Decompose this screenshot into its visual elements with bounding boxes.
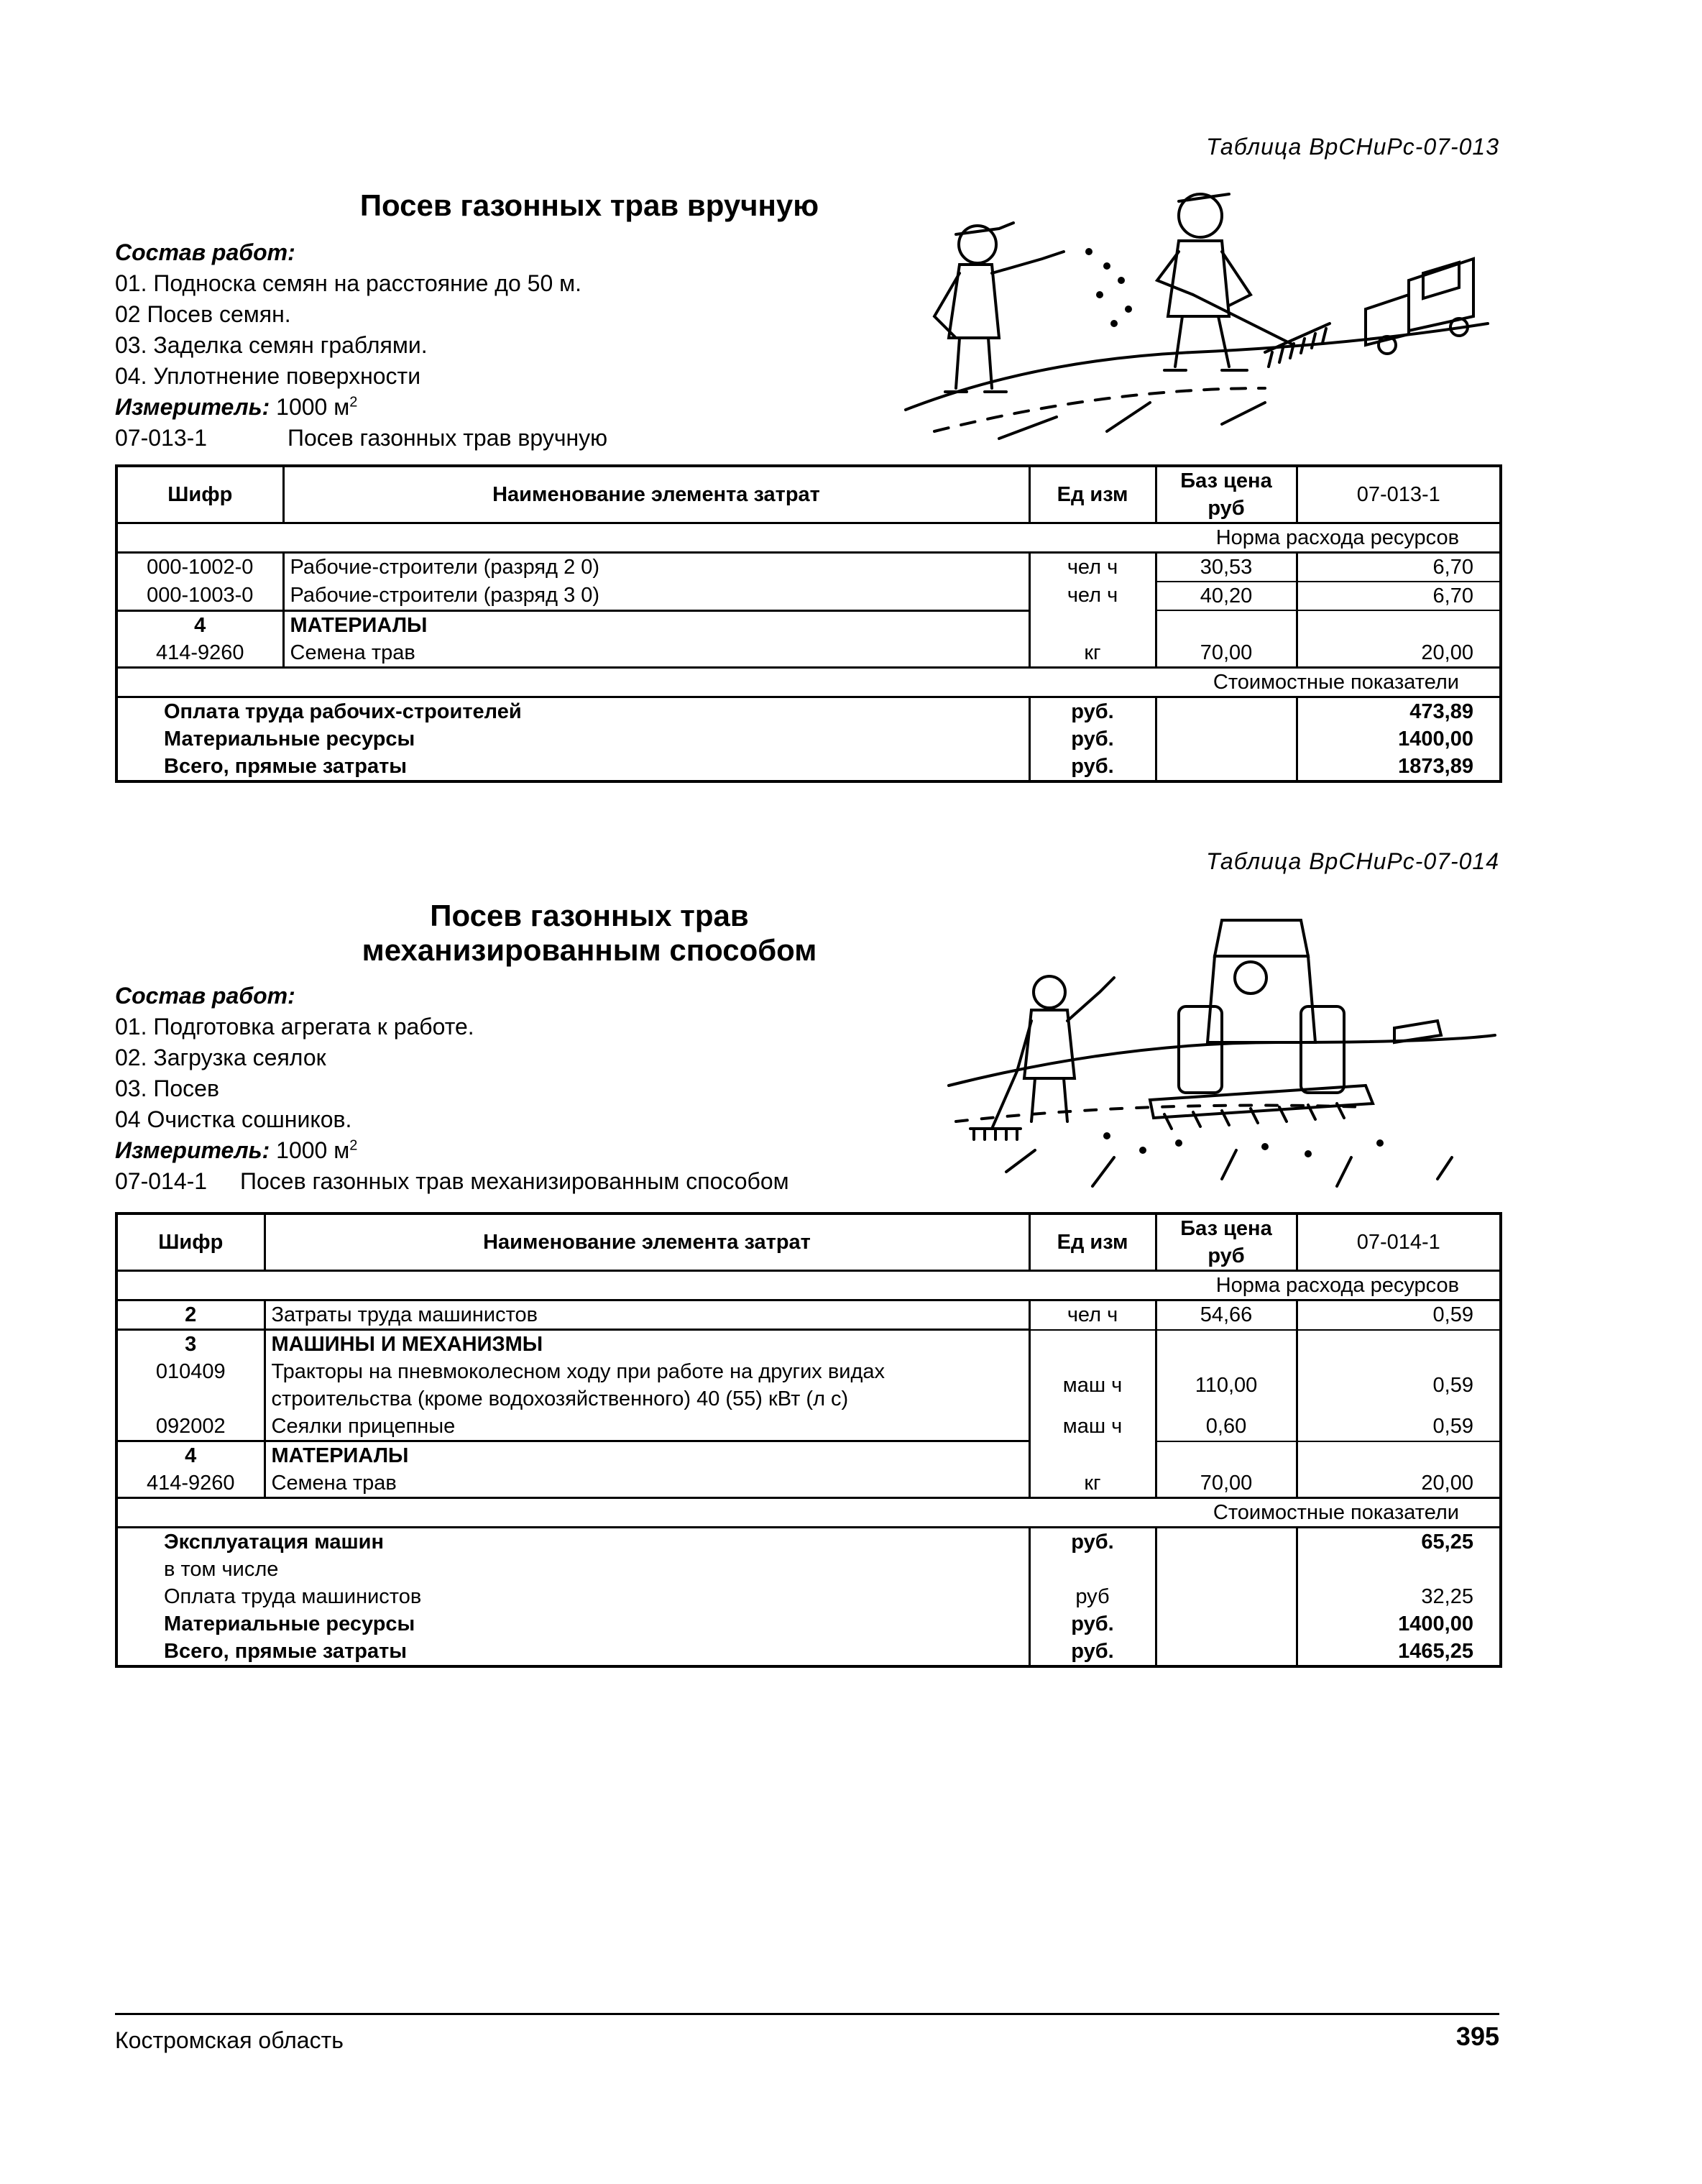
works-item: 01. Подноска семян на расстояние до 50 м. xyxy=(115,270,582,296)
cell-unit: кг xyxy=(1029,639,1156,668)
section-norm-row xyxy=(116,1271,1501,1300)
measure-value: 1000 м xyxy=(276,1137,350,1163)
works-block-07-014 xyxy=(115,981,1049,1197)
cell-price: 54,66 xyxy=(1156,1300,1297,1330)
code-line-name: Посев газонных трав вручную xyxy=(288,425,608,451)
code-line-code: 07-014-1 xyxy=(115,1168,208,1194)
summary-label: Эксплуатация машин xyxy=(116,1528,1029,1556)
summary-row xyxy=(116,697,1501,725)
works-heading: Состав работ: xyxy=(115,983,295,1009)
cell-name: Семена трав xyxy=(264,1469,1029,1498)
cell-code: 010409 xyxy=(116,1358,264,1413)
cell-unit: чел ч xyxy=(1029,553,1156,582)
cell-name: Рабочие-строители (разряд 2 0) xyxy=(283,553,1029,582)
cell-name: Рабочие-строители (разряд 3 0) xyxy=(283,582,1029,610)
table-header-row xyxy=(116,1213,1501,1271)
summary-label: Всего, прямые затраты xyxy=(116,753,1029,781)
summary-row xyxy=(116,1610,1501,1638)
section-title-line: Посев газонных трав вручную xyxy=(359,188,819,222)
works-heading: Состав работ: xyxy=(115,239,295,265)
section-norm-row xyxy=(116,523,1501,553)
summary-price xyxy=(1156,1583,1297,1610)
measure-sup: 2 xyxy=(349,394,358,410)
works-item: 04. Уплотнение поверхности xyxy=(115,363,421,389)
cell-value: 0,59 xyxy=(1297,1300,1501,1330)
norm-table-07-013 xyxy=(115,464,1502,783)
cell-value: 6,70 xyxy=(1297,553,1501,582)
table-row xyxy=(116,610,1501,639)
cell-value xyxy=(1297,1330,1501,1359)
summary-unit: руб. xyxy=(1029,1610,1156,1638)
summary-price xyxy=(1156,1556,1297,1583)
summary-label: Всего, прямые затраты xyxy=(116,1638,1029,1666)
summary-label: Материальные ресурсы xyxy=(116,725,1029,753)
header-price: Баз цена руб xyxy=(1156,1213,1297,1271)
works-item: 04 Очистка сошников. xyxy=(115,1106,352,1132)
header-code: Шифр xyxy=(116,1213,264,1271)
summary-value: 473,89 xyxy=(1409,699,1473,723)
cell-price: 70,00 xyxy=(1156,1469,1297,1498)
cell-name: Сеялки прицепные xyxy=(264,1413,1029,1441)
summary-row xyxy=(116,1556,1501,1583)
table-row xyxy=(116,1330,1501,1359)
works-item: 03. Заделка семян граблями. xyxy=(115,332,428,358)
norm-table-07-014 xyxy=(115,1212,1502,1668)
header-norm-code: 07-014-1 xyxy=(1297,1213,1501,1271)
summary-value: 1400,00 xyxy=(1398,1612,1473,1635)
summary-price xyxy=(1156,725,1297,753)
works-item: 02. Загрузка сеялок xyxy=(115,1045,326,1070)
cell-code: 000-1002-0 xyxy=(116,553,283,582)
cell-name: Семена трав xyxy=(283,639,1029,668)
cell-name: Затраты труда машинистов xyxy=(264,1300,1029,1330)
code-line-code: 07-013-1 xyxy=(115,425,208,451)
works-item: 03. Посев xyxy=(115,1075,219,1101)
cell-code: 4 xyxy=(116,610,283,639)
table-row xyxy=(116,1413,1501,1441)
cell-name: МАШИНЫ И МЕХАНИЗМЫ xyxy=(264,1330,1029,1359)
section-norm-label: Норма расхода ресурсов xyxy=(116,1271,1501,1300)
measure-value: 1000 м xyxy=(276,394,350,420)
code-line xyxy=(115,423,942,454)
cell-value: 0,59 xyxy=(1297,1413,1501,1441)
measure-sup: 2 xyxy=(349,1137,358,1154)
cell-price: 30,53 xyxy=(1156,553,1297,582)
code-line-name: Посев газонных трав механизированным способом xyxy=(240,1168,789,1194)
works-item: 01. Подготовка агрегата к работе. xyxy=(115,1014,474,1040)
summary-unit: руб xyxy=(1029,1583,1156,1610)
cell-value: 6,70 xyxy=(1297,582,1501,610)
cell-code: 000-1003-0 xyxy=(116,582,283,610)
summary-value: 1873,89 xyxy=(1398,754,1473,778)
summary-price xyxy=(1156,1610,1297,1638)
summary-unit: руб. xyxy=(1029,725,1156,753)
cell-price xyxy=(1156,610,1297,639)
summary-price xyxy=(1156,753,1297,781)
works-block-07-013 xyxy=(115,237,942,454)
summary-price xyxy=(1156,697,1297,725)
section-title-line: Посев газонных трав xyxy=(430,899,749,932)
code-line xyxy=(115,1166,1049,1197)
summary-value: 1400,00 xyxy=(1398,727,1473,751)
section-cost-row xyxy=(116,667,1501,697)
table-row xyxy=(116,582,1501,610)
summary-unit: руб. xyxy=(1029,1638,1156,1666)
summary-price xyxy=(1156,1528,1297,1556)
header-code: Шифр xyxy=(116,466,283,523)
cell-value xyxy=(1297,1441,1501,1470)
summary-row xyxy=(116,1638,1501,1666)
cell-unit xyxy=(1029,610,1156,639)
illustration-hand-sowing xyxy=(891,173,1502,446)
table-row xyxy=(116,1300,1501,1330)
section-title-line: механизированным способом xyxy=(362,933,817,967)
table-row xyxy=(116,1469,1501,1498)
table-ref-07-014: Таблица ВрСНиРс-07-014 xyxy=(1206,848,1499,874)
summary-row xyxy=(116,753,1501,781)
summary-price xyxy=(1156,1638,1297,1666)
table-ref-07-013: Таблица ВрСНиРс-07-013 xyxy=(1206,134,1499,160)
summary-unit: руб. xyxy=(1029,697,1156,725)
section-norm-label: Норма расхода ресурсов xyxy=(116,523,1501,553)
section-cost-label: Стоимостные показатели xyxy=(116,1498,1501,1528)
cell-value xyxy=(1297,610,1501,639)
works-item: 02 Посев семян. xyxy=(115,301,291,327)
table-row xyxy=(116,639,1501,668)
header-unit: Ед изм xyxy=(1029,1213,1156,1271)
section-cost-label: Стоимостные показатели xyxy=(116,667,1501,697)
cell-unit: кг xyxy=(1029,1469,1156,1498)
summary-value: 65,25 xyxy=(1421,1531,1473,1554)
cell-price xyxy=(1156,1441,1297,1470)
cell-code: 414-9260 xyxy=(116,1469,264,1498)
summary-label: Оплата труда рабочих-строителей xyxy=(116,697,1029,725)
cell-price: 0,60 xyxy=(1156,1413,1297,1441)
cell-unit: маш ч xyxy=(1029,1413,1156,1441)
cell-unit: чел ч xyxy=(1029,1300,1156,1330)
cell-value: 0,59 xyxy=(1432,1374,1473,1397)
summary-label: Оплата труда машинистов xyxy=(116,1583,1029,1610)
measure-line xyxy=(115,392,942,423)
footer-rule xyxy=(115,2013,1499,2015)
header-norm-code: 07-013-1 xyxy=(1297,466,1501,523)
header-name: Наименование элемента затрат xyxy=(264,1213,1029,1271)
cell-unit: маш ч xyxy=(1029,1358,1156,1413)
cell-name: МАТЕРИАЛЫ xyxy=(283,610,1029,639)
cell-code: 092002 xyxy=(116,1413,264,1441)
header-price: Баз цена руб xyxy=(1156,466,1297,523)
cell-unit xyxy=(1029,1330,1156,1359)
summary-row xyxy=(116,725,1501,753)
table-row xyxy=(116,1358,1501,1413)
summary-unit xyxy=(1029,1556,1156,1583)
cell-value: 20,00 xyxy=(1297,1469,1501,1498)
cell-code: 2 xyxy=(116,1300,264,1330)
summary-row xyxy=(116,1583,1501,1610)
cell-value: 20,00 xyxy=(1297,639,1501,668)
measure-label: Измеритель: xyxy=(115,1137,270,1163)
summary-value xyxy=(1297,1556,1501,1583)
summary-label: Материальные ресурсы xyxy=(116,1610,1029,1638)
cell-code: 414-9260 xyxy=(116,639,283,668)
cell-price: 70,00 xyxy=(1156,639,1297,668)
summary-value: 1465,25 xyxy=(1398,1640,1473,1663)
summary-row xyxy=(116,1528,1501,1556)
summary-value: 32,25 xyxy=(1421,1585,1473,1608)
footer-region: Костромская область xyxy=(115,2027,344,2053)
summary-unit: руб. xyxy=(1029,753,1156,781)
header-unit: Ед изм xyxy=(1029,466,1156,523)
page-number: 395 xyxy=(1455,2022,1499,2051)
cell-code: 3 xyxy=(116,1330,264,1359)
cell-unit xyxy=(1029,1441,1156,1470)
table-row xyxy=(116,1441,1501,1470)
header-name: Наименование элемента затрат xyxy=(283,466,1029,523)
cell-unit: чел ч xyxy=(1029,582,1156,610)
cell-price xyxy=(1156,1330,1297,1359)
cell-price: 40,20 xyxy=(1156,582,1297,610)
measure-label: Измеритель: xyxy=(115,394,270,420)
table-row xyxy=(116,553,1501,582)
table-header-row xyxy=(116,466,1501,523)
summary-unit: руб. xyxy=(1029,1528,1156,1556)
section-title-07-014 xyxy=(115,899,1064,968)
section-cost-row xyxy=(116,1498,1501,1528)
measure-line xyxy=(115,1135,1049,1166)
cell-name: МАТЕРИАЛЫ xyxy=(264,1441,1029,1470)
illustration-tractor-sowing xyxy=(934,899,1502,1201)
cell-code: 4 xyxy=(116,1441,264,1470)
cell-name: Тракторы на пневмоколесном ходу при работе на других видах строительства (кроме водохозяйственного) 40 (55) кВт (л с) xyxy=(264,1358,1029,1413)
summary-label: в том числе xyxy=(116,1556,1029,1583)
cell-price: 110,00 xyxy=(1156,1358,1297,1413)
